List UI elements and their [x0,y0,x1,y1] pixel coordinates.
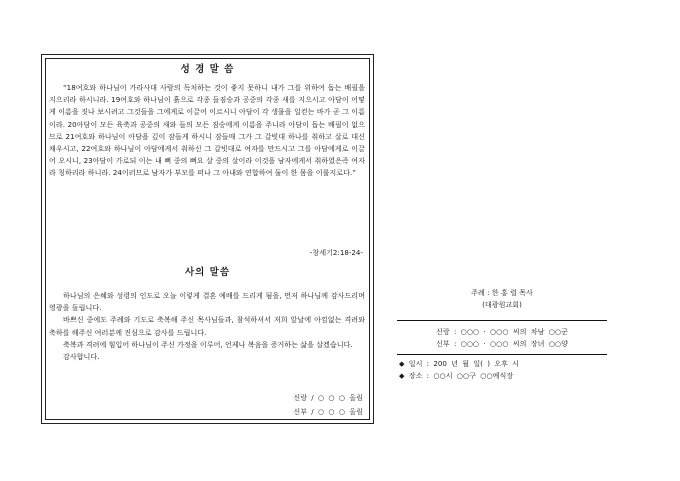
left-panel [41,54,374,424]
bride-line: 신부 : ○○○ · ○○○ 씨의 장녀 ○○양 [436,338,568,348]
left-panel-inner-border [45,58,370,420]
ceremony-info [397,287,607,383]
scripture-text: “18여호와 하나님이 가라사대 사람의 독처하는 것이 좋지 못하니 내가 그를 위하여 돕는 배필을 지으리라 하시니라. 19여호와 하나님이 흙으로 각종 들짐승과 공중의 각종 새를 지으시고 아담이 어떻게 이름을 짓나 보시려고 그것들을 그에게로 이끌어 이르시니 아담이 각 생물을 일컫는 바가 곧 그 이름이라. 20아담이 모든 육축과 공중의 새와 들의 모든 짐승에게 이름을 주니라 아담이 돕는 배필이 없으므로 21여호와 하나님이 아담을 깊이 잠들게 하시니 잠들매 그가 그 갈빗대 하나를 취하고 살로 대신 채우시고, 22여호와 하나님이 아담에게서 취하신 그 갈빗대로 여자를 만드시고 그를 아담에게로 이끌어 오시니, 23아담이 가로되 이는 내 뼈 중의 뼈요 살 중의 살이라 이것을 남자에게서 취하였은즉 여자라 칭하리라 하니라. 24이러므로 남자가 부모를 떠나 그 아내와 연합하여 둘이 한 몸을 이룰지로다.” [49,83,365,178]
groom-line: 신랑 : ○○○ · ○○○ 씨의 차남 ○○군 [436,326,568,336]
bride-signature: 신부 / ○ ○ ○ 올림 [293,407,363,416]
thanks-paragraph: 축복과 격려에 힘입어 하나님이 주신 가정을 이루어, 언제나 복음을 증거하는 삶을 살겠습니다. [63,339,353,349]
scripture-reference: -창세기2:18-24- [309,248,363,257]
groom-signature: 신랑 / ○ ○ ○ 올림 [293,393,363,402]
thanks-paragraph: 바쁘신 중에도 주례와 기도로 축복해 주신 목사님들과, 참석하셔서 저희 앞날에 아낌없는 격려와 축하를 해주신 여러분께 진심으로 감사를 드립니다. [49,315,365,337]
church-name: (대광원교회) [482,300,522,310]
officiant: 주례 : 한 홍 렬 목사 [471,288,533,297]
thanks-paragraph: 하나님의 은혜와 성령의 인도로 오늘 이렇게 결혼 예배를 드리게 됨을, 먼저 하나님께 감사드리며 영광을 돌립니다. [49,291,365,313]
ceremony-datetime: ◆ 일시 : 200 년 월 일( ) 오후 시 [399,359,520,369]
thanks-body [49,290,365,363]
scripture-title: 성 경 말 씀 [180,64,235,75]
thanks-closing: 감사합니다. [63,352,100,362]
thanks-title: 사의 말씀 [184,267,230,278]
ceremony-place: ◆ 장소 : ○○시 ○○구 ○○예식장 [399,371,514,381]
